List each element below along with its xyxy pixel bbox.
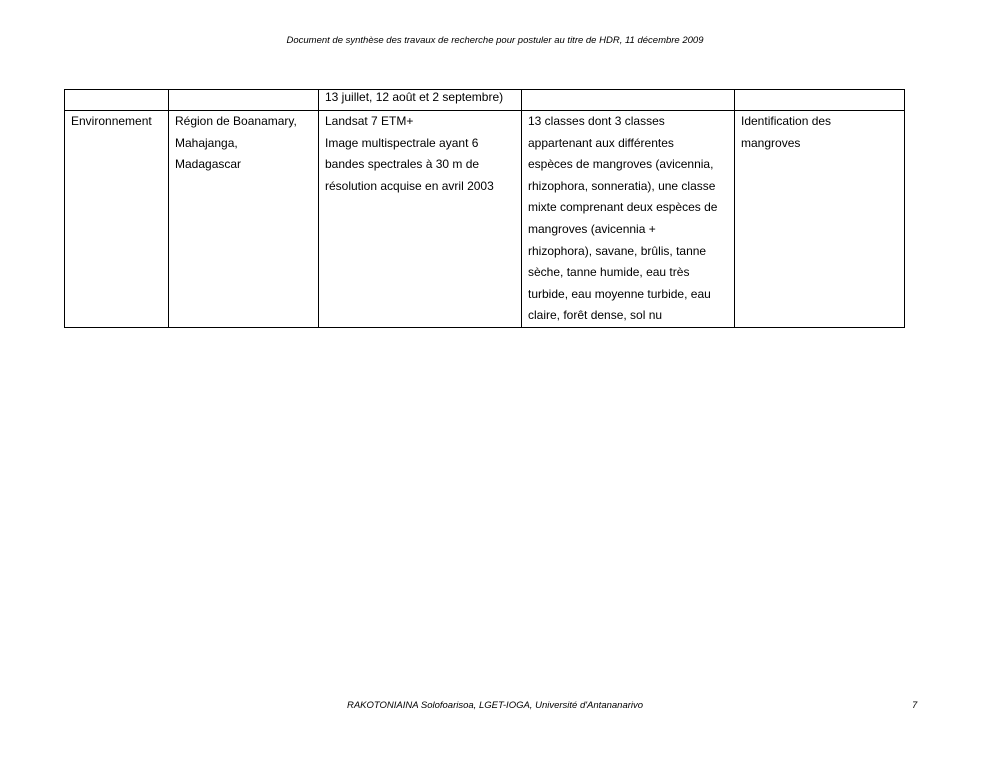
table-cell [735, 90, 905, 111]
site-cell [169, 111, 319, 328]
cell-line: sèche, tanne humide, eau très [528, 265, 690, 280]
domain-cell [65, 111, 169, 328]
cell-line: Région de Boanamary, [175, 114, 297, 128]
table-cell [65, 90, 169, 111]
cell-line: rhizophora), savane, brûlis, tanne [528, 243, 707, 258]
data-table [64, 89, 905, 328]
cell-line: 13 classes dont 3 classes [528, 114, 665, 128]
cell-line: Environnement [71, 114, 152, 128]
table-cell [169, 90, 319, 111]
objective-cell [735, 111, 905, 328]
table-row [65, 111, 905, 328]
table-row-continuation [65, 90, 905, 111]
cell-line: claire, forêt dense, sol nu [528, 308, 663, 323]
cell-line: turbide, eau moyenne turbide, eau [528, 286, 711, 301]
cell-line: rhizophora, sonneratia), une classe [528, 178, 716, 193]
cell-line: Madagascar [175, 157, 242, 172]
cell-line: résolution acquise en avril 2003 [325, 178, 494, 193]
cell-line: Image multispectrale ayant 6 [325, 135, 479, 150]
cell-line: bandes spectrales à 30 m de [325, 157, 480, 172]
cell-line: mixte comprenant deux espèces de [528, 200, 718, 215]
classes-cell [522, 111, 735, 328]
cell-line: Landsat 7 ETM+ [325, 114, 414, 128]
table-cell [522, 90, 735, 111]
cell-line: Identification des [741, 114, 832, 128]
data-cell [319, 111, 522, 328]
cell-line: mangroves [741, 135, 801, 150]
page-number: 7 [912, 700, 918, 711]
page-header: Document de synthèse des travaux de recherche pour postuler au titre de HDR, 11 décembre 2009 [286, 35, 704, 46]
table-cell: 13 juillet, 12 août et 2 septembre) [319, 90, 522, 111]
page-footer: RAKOTONIAINA Solofoarisoa, LGET-IOGA, Université d'Antananarivo [346, 700, 644, 711]
cell-line: espèces de mangroves (avicennia, [528, 157, 714, 172]
cell-line: Mahajanga, [175, 135, 238, 150]
cell-line: mangroves (avicennia + [528, 221, 656, 236]
cell-line: appartenant aux différentes [528, 135, 674, 150]
